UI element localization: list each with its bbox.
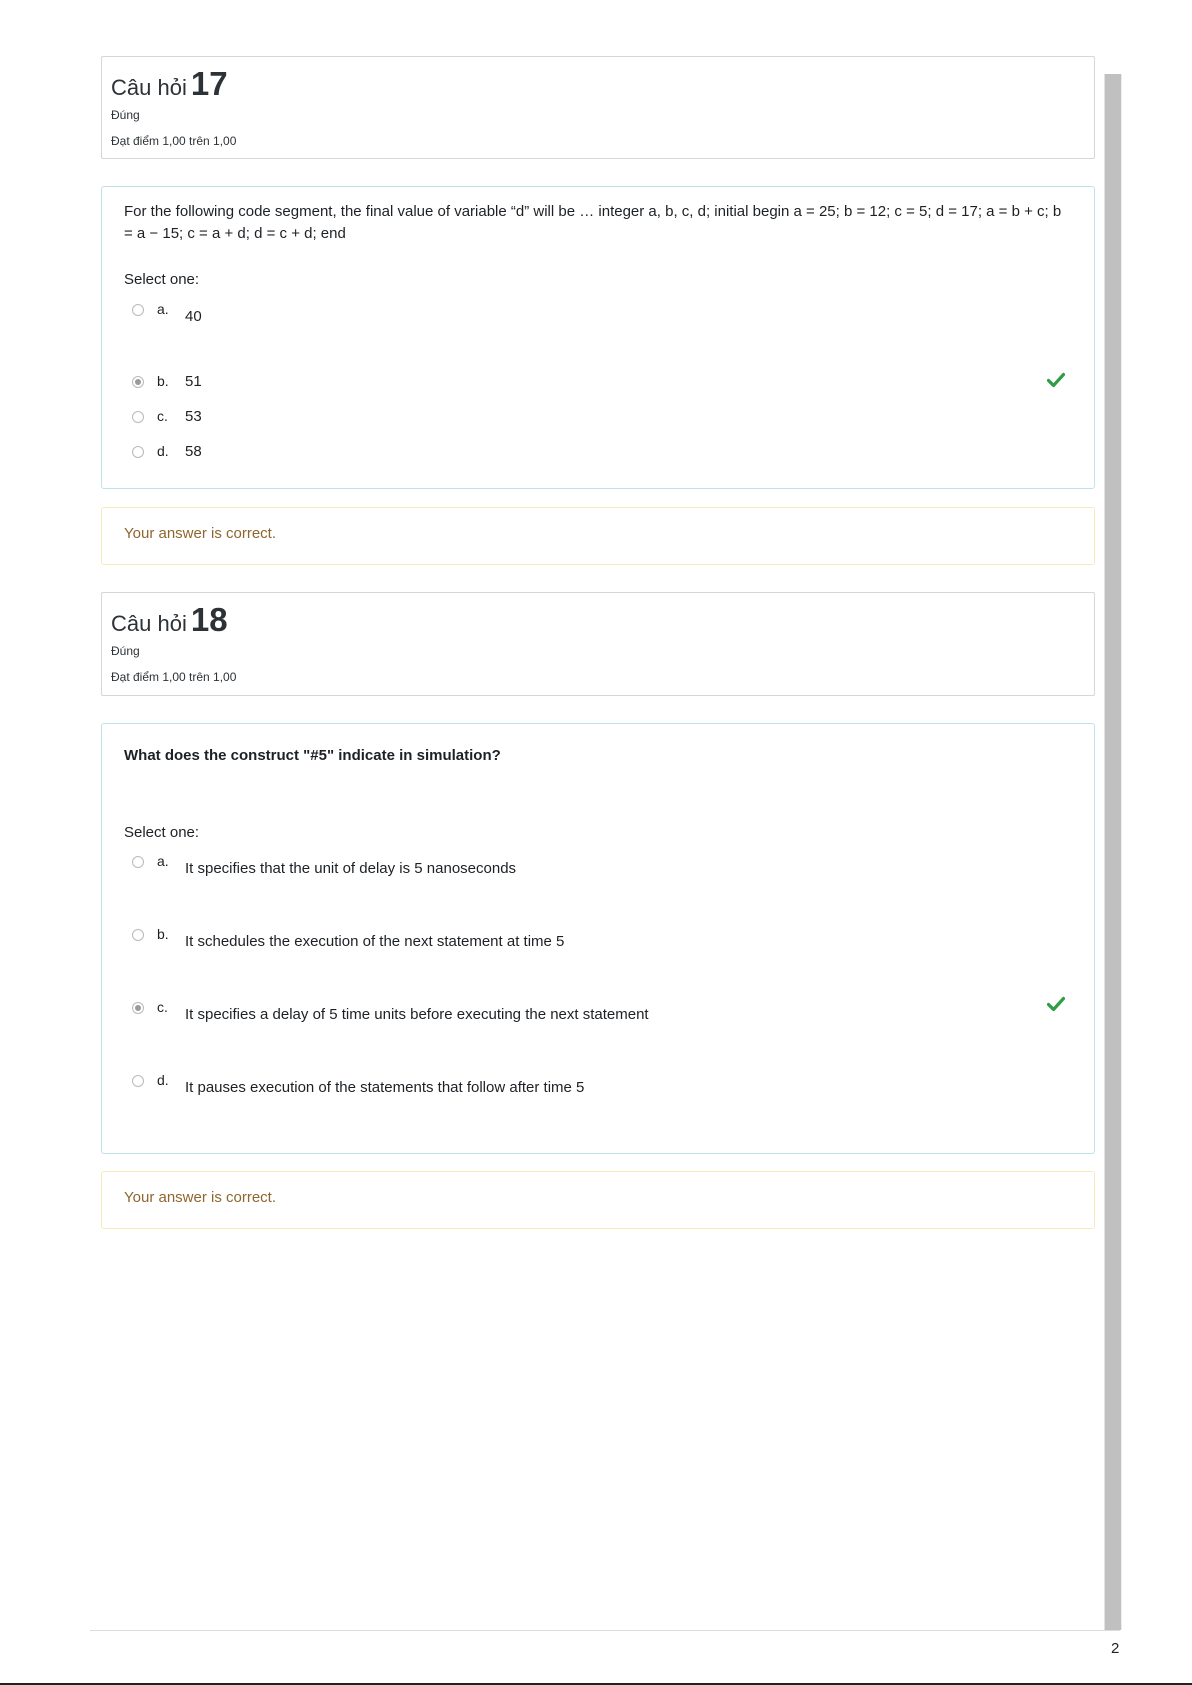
question-text: What does the construct "#5" indicate in simulation? (124, 747, 501, 764)
radio-button[interactable] (132, 1002, 144, 1014)
radio-button[interactable] (132, 411, 144, 423)
question-number: 18 (190, 601, 228, 638)
option-text: It pauses execution of the statements that follow after time 5 (185, 1079, 585, 1096)
question-heading (111, 65, 228, 103)
question-label: Câu hỏi (111, 611, 187, 636)
question-state: Đúng (111, 644, 140, 658)
option-letter: a. (157, 301, 169, 317)
radio-button[interactable] (132, 856, 144, 868)
question-info-18 (101, 592, 1095, 696)
option-text: It specifies that the unit of delay is 5 nanoseconds (185, 860, 517, 877)
option-letter: b. (157, 926, 169, 942)
question-heading (111, 601, 228, 639)
question-content-18 (101, 723, 1095, 1154)
page-number: 2 (1111, 1640, 1120, 1657)
scrollbar[interactable] (1104, 74, 1122, 1630)
radio-button[interactable] (132, 446, 144, 458)
question-label: Câu hỏi (111, 75, 187, 100)
select-one-label: Select one: (124, 271, 200, 288)
select-one-label: Select one: (124, 824, 200, 841)
option-letter: a. (157, 853, 169, 869)
check-icon (1047, 996, 1065, 1012)
option-text: 58 (185, 443, 202, 460)
question-info-17 (101, 56, 1095, 159)
radio-button[interactable] (132, 929, 144, 941)
radio-button[interactable] (132, 1075, 144, 1087)
option-text: It specifies a delay of 5 time units before executing the next statement (185, 1006, 649, 1023)
feedback-box-17 (101, 507, 1095, 565)
feedback-box-18 (101, 1171, 1095, 1229)
option-letter: b. (157, 373, 169, 389)
option-letter: d. (157, 443, 169, 459)
option-text: 51 (185, 373, 202, 390)
radio-button[interactable] (132, 304, 144, 316)
question-text: For the following code segment, the final value of variable “d” will be … integer a, b, c, d; initial begin a = 25; b = 12; c = 5; d = 17; a = b + c; b = a − 15; c = a + d; d = c + d; end (124, 203, 1062, 242)
option-letter: c. (157, 999, 168, 1015)
feedback-text: Your answer is correct. (124, 525, 277, 542)
radio-button[interactable] (132, 376, 144, 388)
option-text: 53 (185, 408, 202, 425)
footer-divider (90, 1630, 1120, 1631)
question-number: 17 (190, 65, 228, 102)
question-content-17 (101, 186, 1095, 489)
question-grade: Đạt điểm 1,00 trên 1,00 (111, 670, 237, 684)
option-letter: d. (157, 1072, 169, 1088)
question-grade: Đạt điểm 1,00 trên 1,00 (111, 134, 237, 148)
option-text: It schedules the execution of the next statement at time 5 (185, 933, 565, 950)
check-icon (1047, 372, 1065, 388)
question-state: Đúng (111, 108, 140, 122)
feedback-text: Your answer is correct. (124, 1189, 277, 1206)
option-text: 40 (185, 308, 202, 325)
option-letter: c. (157, 408, 168, 424)
